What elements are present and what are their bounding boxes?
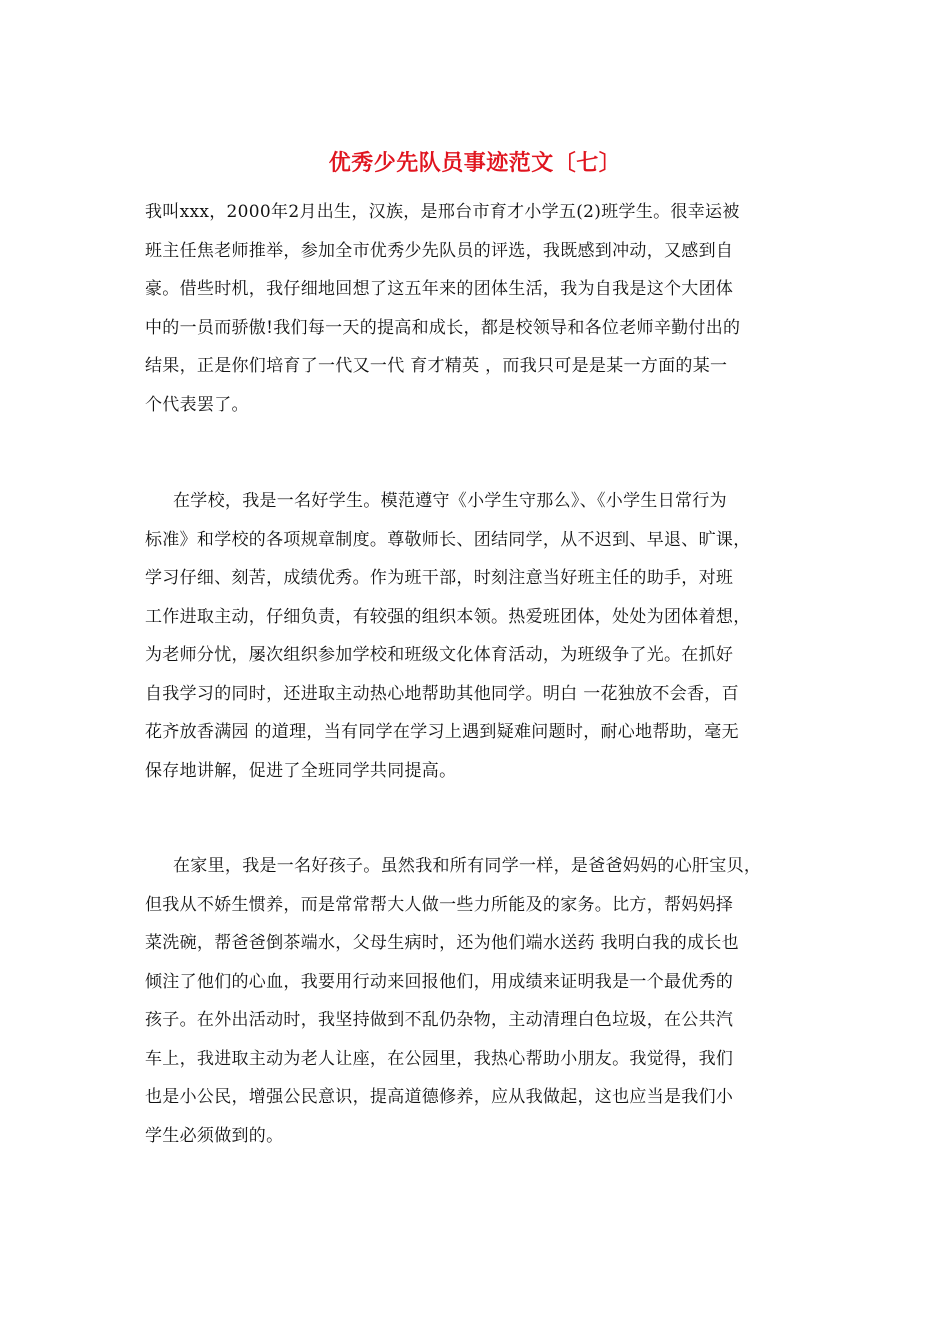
paragraph-2 xyxy=(145,482,813,790)
paragraph-line: 个代表罢了。 xyxy=(145,394,249,415)
paragraph-line: 车上，我进取主动为老人让座，在公园里，我热心帮助小朋友。我觉得，我们 xyxy=(145,1048,734,1069)
paragraph-line: 学生必须做到的。 xyxy=(145,1125,284,1146)
paragraph-line: 结果，正是你们培育了一代又一代 育才精英 ，而我只可是是某一方面的某一 xyxy=(145,356,728,376)
paragraph-line: 班主任焦老师推举，参加全市优秀少先队员的评选，我既感到冲动，又感到自 xyxy=(145,240,734,261)
paragraph-line: 花齐放香满园 的道理，当有同学在学习上遇到疑难问题时，耐心地帮助，毫无 xyxy=(145,722,739,742)
paragraph-line: 菜洗碗，帮爸爸倒茶端水，父母生病时，还为他们端水送药 我明白我的成长也 xyxy=(145,933,739,953)
paragraph-line: 在家里，我是一名好孩子。虽然我和所有同学一样，是爸爸妈妈的心肝宝贝， xyxy=(173,856,762,876)
paragraph-line: 工作进取主动，仔细负责，有较强的组织本领。热爱班团体，处处为团体着想， xyxy=(145,606,751,627)
paragraph-line: 学习仔细、刻苦，成绩优秀。作为班干部，时刻注意当好班主任的助手，对班 xyxy=(145,568,734,588)
paragraph-line: 标准》和学校的各项规章制度。尊敬师长、团结同学，从不迟到、早退、旷课， xyxy=(145,529,751,550)
paragraph-3 xyxy=(145,847,813,1155)
paragraph-line: 自我学习的同时，还进取主动热心地帮助其他同学。明白 一花独放不会香，百 xyxy=(145,683,739,704)
document-title: 优秀少先队员事迹范文〔七〕 xyxy=(328,150,622,176)
paragraph-line: 中的一员而骄傲!我们每一天的提高和成长，都是校领导和各位老师辛勤付出的 xyxy=(145,317,741,338)
paragraph-line: 豪。借些时机，我仔细地回想了这五年来的团体生活，我为自我是这个大团体 xyxy=(145,279,734,299)
paragraph-line: 孩子。在外出活动时，我坚持做到不乱仍杂物，主动清理白色垃圾，在公共汽 xyxy=(145,1010,734,1030)
paragraph-line: 也是小公民，增强公民意识，提高道德修养，应从我做起，这也应当是我们小 xyxy=(145,1087,734,1107)
paragraph-line: 但我从不娇生惯养，而是常常帮大人做一些力所能及的家务。比方，帮妈妈择 xyxy=(145,894,734,915)
paragraph-line: 在学校，我是一名好学生。模范遵守《小学生守那么》、《小学生日常行为 xyxy=(173,491,727,511)
paragraph-line: 为老师分忧，屡次组织参加学校和班级文化体育活动，为班级争了光。在抓好 xyxy=(145,645,734,665)
paragraph-line: 我叫xxx，2000年2月出生，汉族，是邢台市育才小学五(2)班学生。很幸运被 xyxy=(145,202,740,222)
paragraph-line: 倾注了他们的心血，我要用行动来回报他们，用成绩来证明我是一个最优秀的 xyxy=(145,971,734,992)
paragraph-1 xyxy=(145,193,813,424)
paragraph-line: 保存地讲解，促进了全班同学共同提高。 xyxy=(145,760,457,781)
